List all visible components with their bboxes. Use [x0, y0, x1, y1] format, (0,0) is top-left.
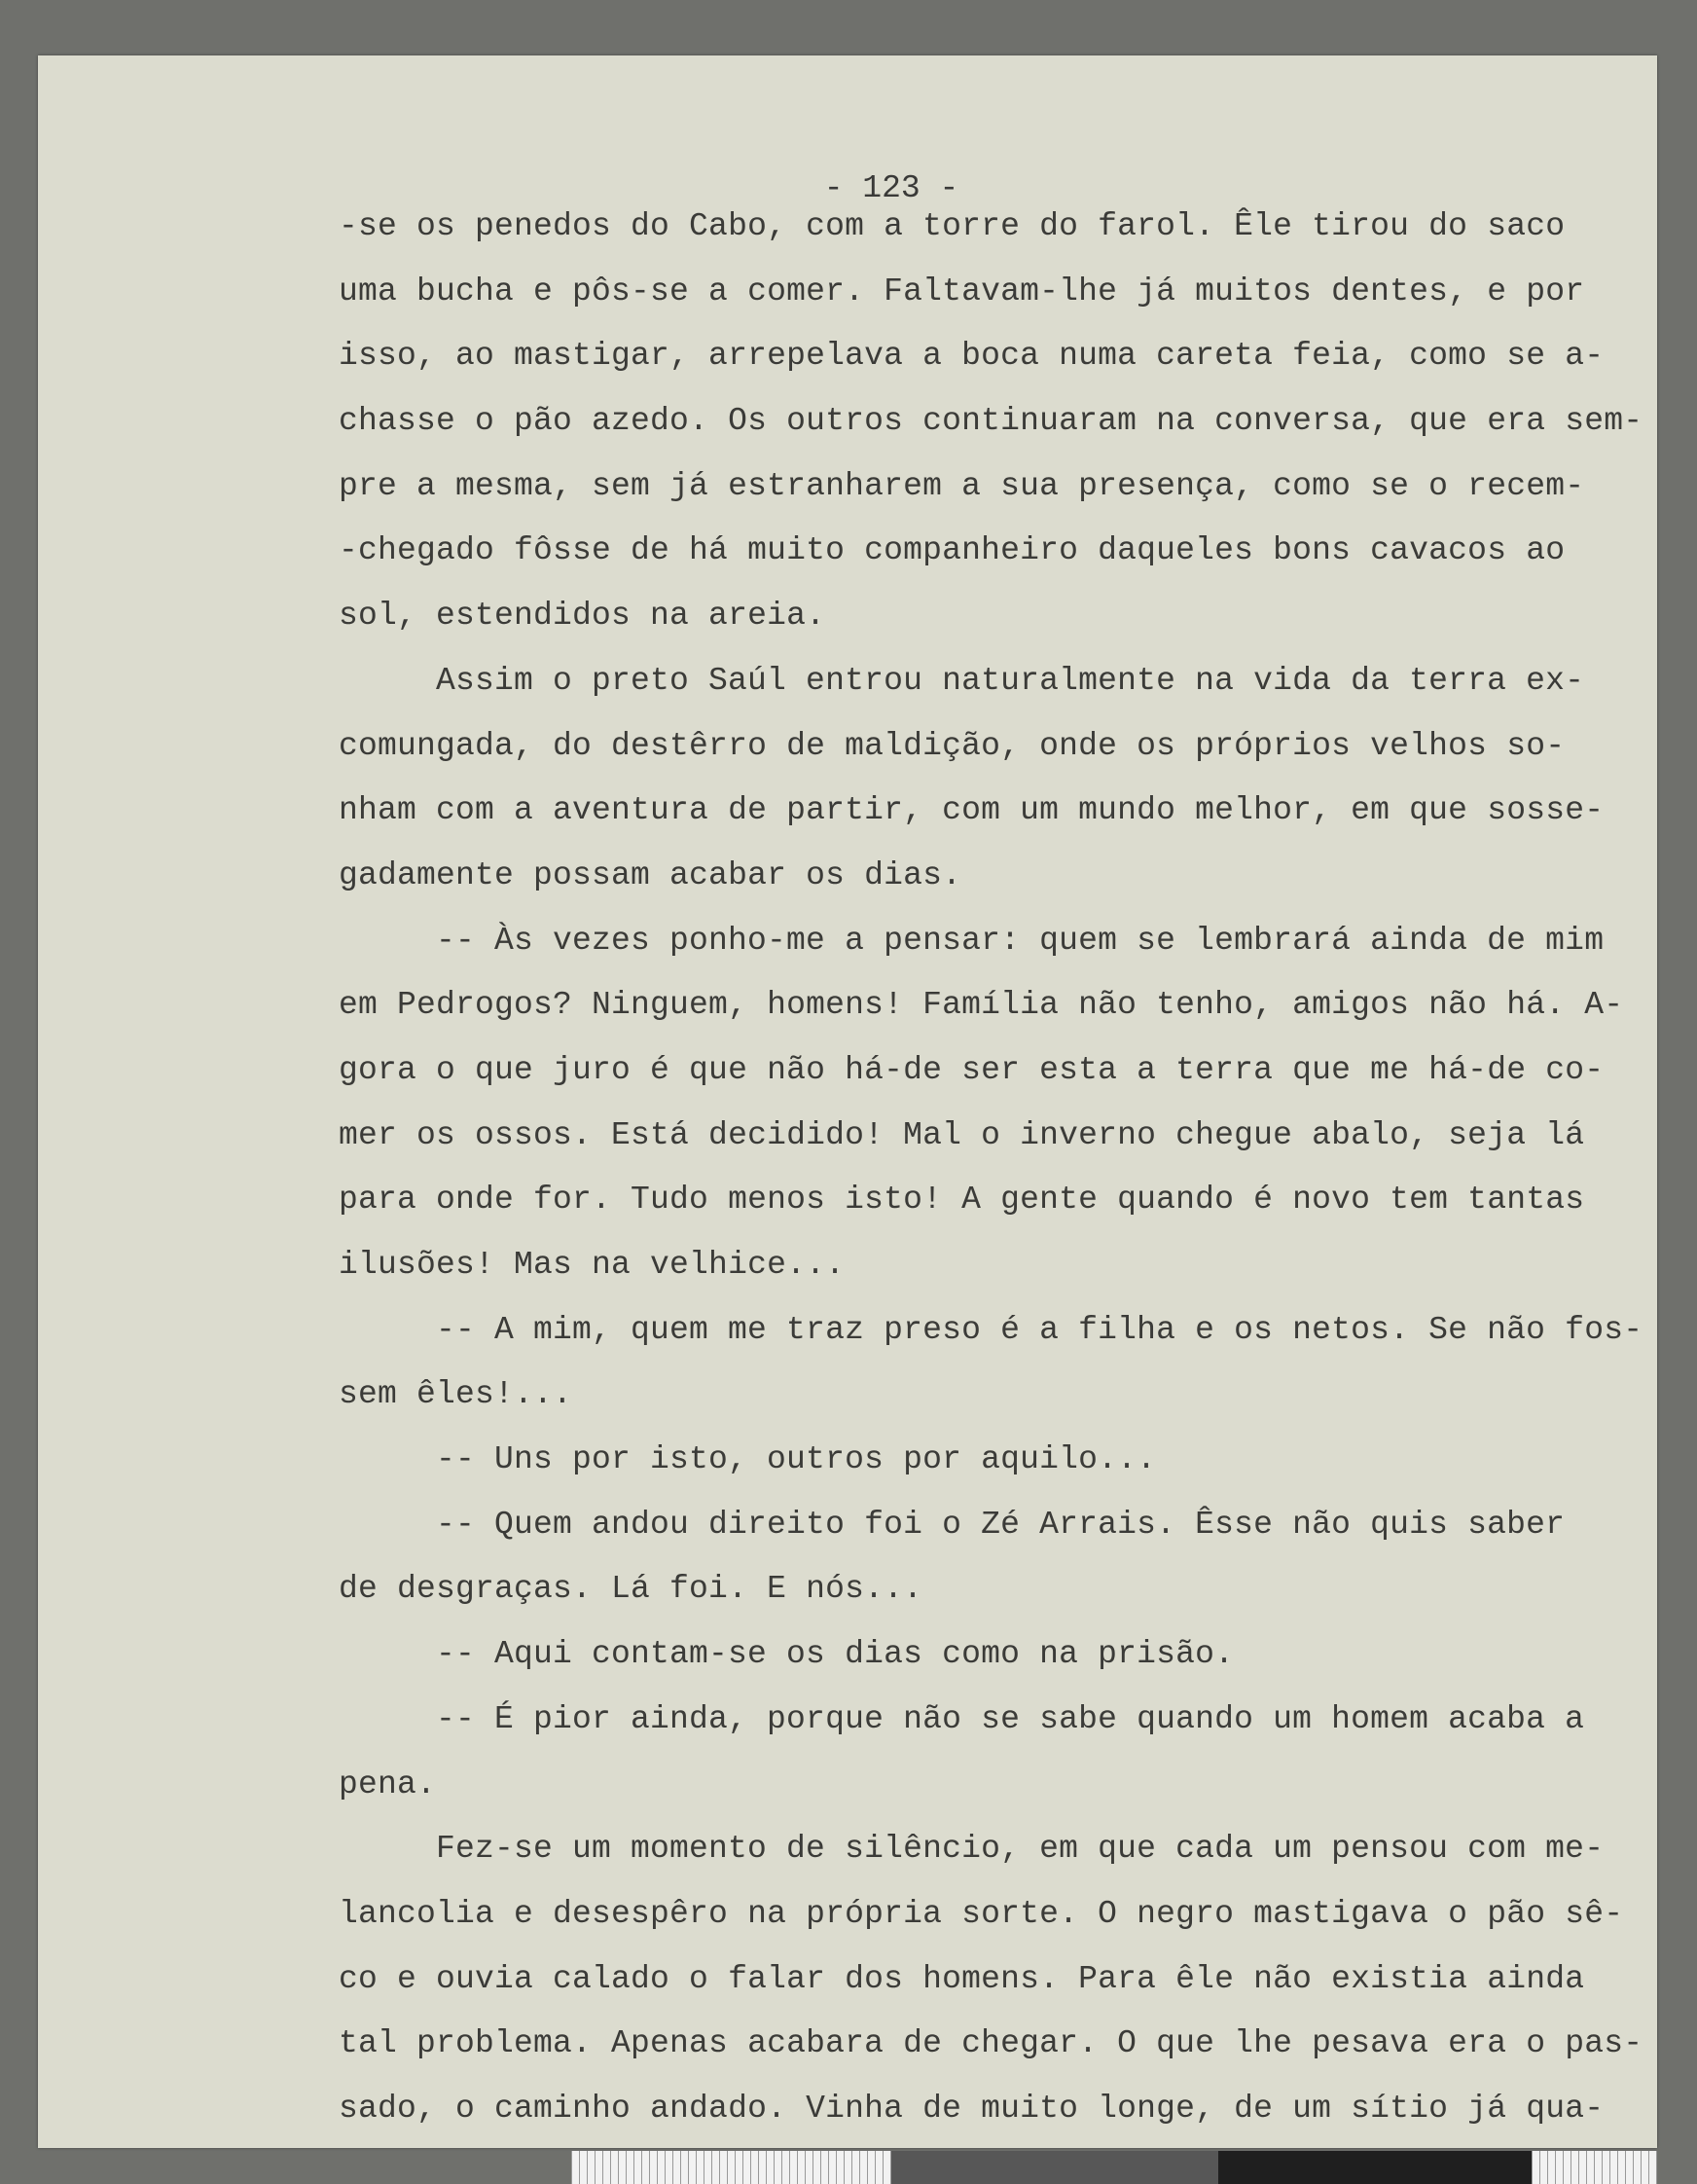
text-line: em Pedrogos? Ninguem, homens! Família não tenho, amigos não há. A-: [339, 987, 1624, 1024]
color-patch-black: [1218, 2151, 1532, 2184]
text-line: -- Quem andou direito foi o Zé Arrais. Êsse não quis saber: [436, 1506, 1566, 1543]
text-line: sado, o caminho andado. Vinha de muito longe, de um sítio já qua-: [339, 2090, 1605, 2127]
text-line: ilusões! Mas na velhice...: [339, 1247, 846, 1283]
text-line: -- Às vezes ponho-me a pensar: quem se lembrará ainda de mim: [436, 922, 1605, 959]
text-line: -- A mim, quem me traz preso é a filha e os netos. Se não fos-: [436, 1311, 1643, 1348]
typewritten-page: [38, 55, 1657, 2148]
text-line: gora o que juro é que não há-de ser esta a terra que me há-de co-: [339, 1051, 1605, 1088]
text-line: pena.: [339, 1765, 437, 1802]
text-line: nham com a aventura de partir, com um mundo melhor, em que sosse-: [339, 792, 1605, 829]
text-line: -- Aqui contam-se os dias como na prisão.: [436, 1636, 1235, 1673]
text-line: sol, estendidos na areia.: [339, 598, 826, 635]
text-line: gadamente possam acabar os dias.: [339, 856, 962, 893]
text-line: -- É pior ainda, porque não se sabe quando um homem acaba a: [436, 1700, 1585, 1737]
text-line: tal problema. Apenas acabara de chegar. O que lhe pesava era o pas-: [339, 2025, 1643, 2062]
text-line: chasse o pão azedo. Os outros continuaram na conversa, que era sem-: [339, 403, 1643, 440]
text-line: comungada, do destêrro de maldição, onde os próprios velhos so-: [339, 727, 1566, 764]
text-line: sem êles!...: [339, 1376, 573, 1413]
body-text: [339, 195, 1697, 2142]
text-line: mer os ossos. Está decidido! Mal o inverno chegue abalo, seja lá: [339, 1116, 1585, 1153]
text-line: isso, ao mastigar, arrepelava a boca numa careta feia, como se a-: [339, 338, 1605, 375]
text-line: de desgraças. Lá foi. E nós...: [339, 1571, 923, 1608]
scale-ruler-white: [571, 2151, 891, 2184]
text-line: Fez-se um momento de silêncio, em que cada um pensou com me-: [436, 1831, 1605, 1868]
text-line: -chegado fôsse de há muito companheiro daqueles bons cavacos ao: [339, 532, 1566, 569]
text-line: co e ouvia calado o falar dos homens. Para êle não existia ainda: [339, 1960, 1585, 1997]
text-line: -se os penedos do Cabo, com a torre do farol. Êle tirou do saco: [339, 208, 1566, 244]
text-line: lancolia e desespêro na própria sorte. O negro mastigava o pão sê-: [339, 1895, 1624, 1932]
color-patch-gray: [891, 2151, 1218, 2184]
text-line: Assim o preto Saúl entrou naturalmente na vida da terra ex-: [436, 662, 1585, 699]
scale-ruler-white-end: [1532, 2151, 1657, 2184]
text-line: para onde for. Tudo menos isto! A gente quando é novo tem tantas: [339, 1182, 1585, 1219]
text-line: -- Uns por isto, outros por aquilo...: [436, 1441, 1157, 1478]
page-number: - 123 -: [823, 170, 959, 206]
text-line: uma bucha e pôs-se a comer. Faltavam-lhe já muitos dentes, e por: [339, 273, 1585, 309]
text-line: pre a mesma, sem já estranharem a sua presença, como se o recem-: [339, 467, 1585, 504]
